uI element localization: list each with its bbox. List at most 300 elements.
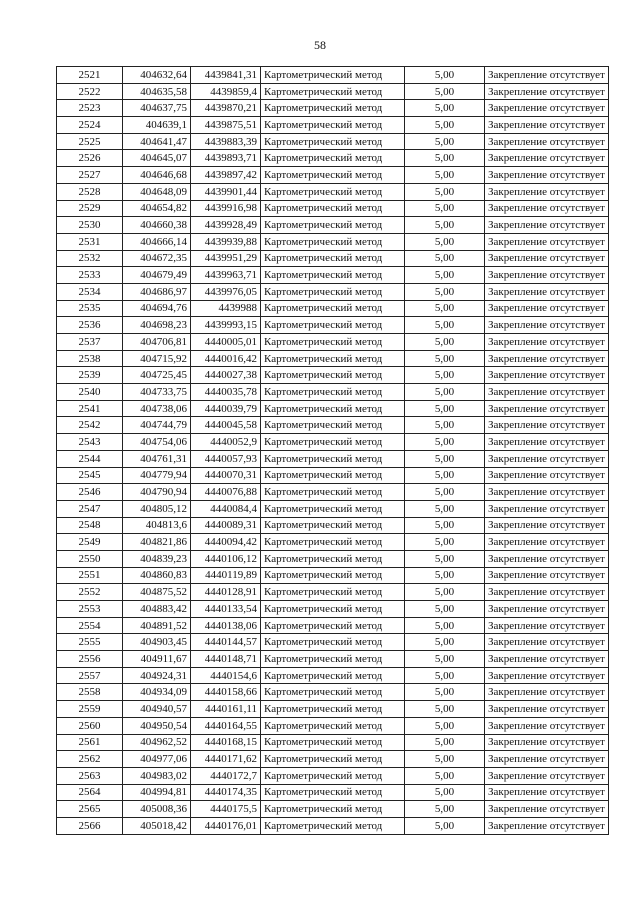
point-number-cell: 2527 bbox=[57, 167, 123, 184]
y-coordinate-cell: 4440119,89 bbox=[191, 567, 261, 584]
method-cell: Картометрический метод bbox=[261, 634, 405, 651]
table-row bbox=[57, 567, 609, 584]
method-cell: Картометрический метод bbox=[261, 317, 405, 334]
table-row bbox=[57, 233, 609, 250]
x-coordinate-cell: 404733,75 bbox=[123, 384, 191, 401]
x-coordinate-cell: 404924,31 bbox=[123, 667, 191, 684]
accuracy-cell: 5,00 bbox=[405, 167, 485, 184]
point-number-cell: 2551 bbox=[57, 567, 123, 584]
table-row bbox=[57, 734, 609, 751]
method-cell: Картометрический метод bbox=[261, 684, 405, 701]
point-number-cell: 2548 bbox=[57, 517, 123, 534]
method-cell: Картометрический метод bbox=[261, 567, 405, 584]
method-cell: Картометрический метод bbox=[261, 217, 405, 234]
point-number-cell: 2557 bbox=[57, 667, 123, 684]
fixation-cell: Закрепление отсутствует bbox=[485, 484, 609, 501]
table-row bbox=[57, 684, 609, 701]
point-number-cell: 2550 bbox=[57, 550, 123, 567]
accuracy-cell: 5,00 bbox=[405, 434, 485, 451]
x-coordinate-cell: 404672,35 bbox=[123, 250, 191, 267]
method-cell: Картометрический метод bbox=[261, 617, 405, 634]
table-row bbox=[57, 317, 609, 334]
accuracy-cell: 5,00 bbox=[405, 183, 485, 200]
fixation-cell: Закрепление отсутствует bbox=[485, 183, 609, 200]
accuracy-cell: 5,00 bbox=[405, 550, 485, 567]
accuracy-cell: 5,00 bbox=[405, 67, 485, 84]
y-coordinate-cell: 4440138,06 bbox=[191, 617, 261, 634]
fixation-cell: Закрепление отсутствует bbox=[485, 817, 609, 834]
accuracy-cell: 5,00 bbox=[405, 384, 485, 401]
point-number-cell: 2561 bbox=[57, 734, 123, 751]
accuracy-cell: 5,00 bbox=[405, 367, 485, 384]
fixation-cell: Закрепление отсутствует bbox=[485, 300, 609, 317]
y-coordinate-cell: 4440174,35 bbox=[191, 784, 261, 801]
accuracy-cell: 5,00 bbox=[405, 584, 485, 601]
method-cell: Картометрический метод bbox=[261, 450, 405, 467]
fixation-cell: Закрепление отсутствует bbox=[485, 417, 609, 434]
y-coordinate-cell: 4439916,98 bbox=[191, 200, 261, 217]
x-coordinate-cell: 404903,45 bbox=[123, 634, 191, 651]
fixation-cell: Закрепление отсутствует bbox=[485, 667, 609, 684]
method-cell: Картометрический метод bbox=[261, 100, 405, 117]
fixation-cell: Закрепление отсутствует bbox=[485, 801, 609, 818]
x-coordinate-cell: 404715,92 bbox=[123, 350, 191, 367]
point-number-cell: 2564 bbox=[57, 784, 123, 801]
table-row bbox=[57, 751, 609, 768]
table-row bbox=[57, 350, 609, 367]
method-cell: Картометрический метод bbox=[261, 350, 405, 367]
y-coordinate-cell: 4440133,54 bbox=[191, 601, 261, 618]
table-row bbox=[57, 367, 609, 384]
table-row bbox=[57, 183, 609, 200]
fixation-cell: Закрепление отсутствует bbox=[485, 150, 609, 167]
method-cell: Картометрический метод bbox=[261, 133, 405, 150]
accuracy-cell: 5,00 bbox=[405, 117, 485, 134]
point-number-cell: 2524 bbox=[57, 117, 123, 134]
table-row bbox=[57, 200, 609, 217]
table-row bbox=[57, 133, 609, 150]
fixation-cell: Закрепление отсутствует bbox=[485, 334, 609, 351]
accuracy-cell: 5,00 bbox=[405, 250, 485, 267]
y-coordinate-cell: 4440164,55 bbox=[191, 717, 261, 734]
method-cell: Картометрический метод bbox=[261, 550, 405, 567]
method-cell: Картометрический метод bbox=[261, 601, 405, 618]
accuracy-cell: 5,00 bbox=[405, 817, 485, 834]
method-cell: Картометрический метод bbox=[261, 651, 405, 668]
x-coordinate-cell: 404813,6 bbox=[123, 517, 191, 534]
y-coordinate-cell: 4439897,42 bbox=[191, 167, 261, 184]
method-cell: Картометрический метод bbox=[261, 484, 405, 501]
point-number-cell: 2560 bbox=[57, 717, 123, 734]
x-coordinate-cell: 405018,42 bbox=[123, 817, 191, 834]
y-coordinate-cell: 4439883,39 bbox=[191, 133, 261, 150]
fixation-cell: Закрепление отсутствует bbox=[485, 751, 609, 768]
point-number-cell: 2559 bbox=[57, 701, 123, 718]
fixation-cell: Закрепление отсутствует bbox=[485, 651, 609, 668]
table-row bbox=[57, 517, 609, 534]
y-coordinate-cell: 4440168,15 bbox=[191, 734, 261, 751]
y-coordinate-cell: 4440175,5 bbox=[191, 801, 261, 818]
page-number: 58 bbox=[314, 38, 326, 52]
table-row bbox=[57, 817, 609, 834]
accuracy-cell: 5,00 bbox=[405, 100, 485, 117]
point-number-cell: 2553 bbox=[57, 601, 123, 618]
point-number-cell: 2536 bbox=[57, 317, 123, 334]
point-number-cell: 2566 bbox=[57, 817, 123, 834]
table-row bbox=[57, 634, 609, 651]
table-row bbox=[57, 83, 609, 100]
accuracy-cell: 5,00 bbox=[405, 233, 485, 250]
y-coordinate-cell: 4440148,71 bbox=[191, 651, 261, 668]
point-number-cell: 2538 bbox=[57, 350, 123, 367]
fixation-cell: Закрепление отсутствует bbox=[485, 717, 609, 734]
accuracy-cell: 5,00 bbox=[405, 200, 485, 217]
table-row bbox=[57, 667, 609, 684]
method-cell: Картометрический метод bbox=[261, 150, 405, 167]
method-cell: Картометрический метод bbox=[261, 734, 405, 751]
x-coordinate-cell: 404821,86 bbox=[123, 534, 191, 551]
x-coordinate-cell: 404962,52 bbox=[123, 734, 191, 751]
y-coordinate-cell: 4439859,4 bbox=[191, 83, 261, 100]
x-coordinate-cell: 404977,06 bbox=[123, 751, 191, 768]
fixation-cell: Закрепление отсутствует bbox=[485, 500, 609, 517]
table-row bbox=[57, 100, 609, 117]
method-cell: Картометрический метод bbox=[261, 67, 405, 84]
point-number-cell: 2532 bbox=[57, 250, 123, 267]
coordinates-table bbox=[56, 66, 609, 835]
fixation-cell: Закрепление отсутствует bbox=[485, 200, 609, 217]
table-row bbox=[57, 550, 609, 567]
point-number-cell: 2556 bbox=[57, 651, 123, 668]
x-coordinate-cell: 404637,75 bbox=[123, 100, 191, 117]
fixation-cell: Закрепление отсутствует bbox=[485, 601, 609, 618]
table-row bbox=[57, 450, 609, 467]
table-row bbox=[57, 150, 609, 167]
accuracy-cell: 5,00 bbox=[405, 283, 485, 300]
table-row bbox=[57, 167, 609, 184]
x-coordinate-cell: 404666,14 bbox=[123, 233, 191, 250]
x-coordinate-cell: 404940,57 bbox=[123, 701, 191, 718]
point-number-cell: 2537 bbox=[57, 334, 123, 351]
accuracy-cell: 5,00 bbox=[405, 601, 485, 618]
accuracy-cell: 5,00 bbox=[405, 617, 485, 634]
method-cell: Картометрический метод bbox=[261, 267, 405, 284]
fixation-cell: Закрепление отсутствует bbox=[485, 217, 609, 234]
accuracy-cell: 5,00 bbox=[405, 334, 485, 351]
method-cell: Картометрический метод bbox=[261, 517, 405, 534]
fixation-cell: Закрепление отсутствует bbox=[485, 100, 609, 117]
accuracy-cell: 5,00 bbox=[405, 400, 485, 417]
y-coordinate-cell: 4440045,58 bbox=[191, 417, 261, 434]
fixation-cell: Закрепление отсутствует bbox=[485, 400, 609, 417]
fixation-cell: Закрепление отсутствует bbox=[485, 133, 609, 150]
method-cell: Картометрический метод bbox=[261, 701, 405, 718]
table-row bbox=[57, 651, 609, 668]
x-coordinate-cell: 404761,31 bbox=[123, 450, 191, 467]
table-row bbox=[57, 767, 609, 784]
accuracy-cell: 5,00 bbox=[405, 300, 485, 317]
point-number-cell: 2525 bbox=[57, 133, 123, 150]
accuracy-cell: 5,00 bbox=[405, 150, 485, 167]
point-number-cell: 2552 bbox=[57, 584, 123, 601]
x-coordinate-cell: 404860,83 bbox=[123, 567, 191, 584]
method-cell: Картометрический метод bbox=[261, 717, 405, 734]
point-number-cell: 2540 bbox=[57, 384, 123, 401]
x-coordinate-cell: 404725,45 bbox=[123, 367, 191, 384]
point-number-cell: 2521 bbox=[57, 67, 123, 84]
y-coordinate-cell: 4439870,21 bbox=[191, 100, 261, 117]
y-coordinate-cell: 4439963,71 bbox=[191, 267, 261, 284]
table-row bbox=[57, 701, 609, 718]
x-coordinate-cell: 404654,82 bbox=[123, 200, 191, 217]
table-row bbox=[57, 300, 609, 317]
fixation-cell: Закрепление отсутствует bbox=[485, 617, 609, 634]
point-number-cell: 2555 bbox=[57, 634, 123, 651]
table-row bbox=[57, 784, 609, 801]
x-coordinate-cell: 404839,23 bbox=[123, 550, 191, 567]
y-coordinate-cell: 4440172,7 bbox=[191, 767, 261, 784]
table-row bbox=[57, 67, 609, 84]
accuracy-cell: 5,00 bbox=[405, 717, 485, 734]
accuracy-cell: 5,00 bbox=[405, 267, 485, 284]
y-coordinate-cell: 4440005,01 bbox=[191, 334, 261, 351]
x-coordinate-cell: 404891,52 bbox=[123, 617, 191, 634]
table-row bbox=[57, 267, 609, 284]
point-number-cell: 2562 bbox=[57, 751, 123, 768]
x-coordinate-cell: 404706,81 bbox=[123, 334, 191, 351]
fixation-cell: Закрепление отсутствует bbox=[485, 450, 609, 467]
x-coordinate-cell: 404645,07 bbox=[123, 150, 191, 167]
y-coordinate-cell: 4439951,29 bbox=[191, 250, 261, 267]
table-row bbox=[57, 584, 609, 601]
method-cell: Картометрический метод bbox=[261, 534, 405, 551]
table-row bbox=[57, 467, 609, 484]
point-number-cell: 2541 bbox=[57, 400, 123, 417]
fixation-cell: Закрепление отсутствует bbox=[485, 701, 609, 718]
fixation-cell: Закрепление отсутствует bbox=[485, 434, 609, 451]
y-coordinate-cell: 4440176,01 bbox=[191, 817, 261, 834]
x-coordinate-cell: 404983,02 bbox=[123, 767, 191, 784]
point-number-cell: 2545 bbox=[57, 467, 123, 484]
fixation-cell: Закрепление отсутствует bbox=[485, 233, 609, 250]
y-coordinate-cell: 4440144,57 bbox=[191, 634, 261, 651]
accuracy-cell: 5,00 bbox=[405, 467, 485, 484]
table-row bbox=[57, 500, 609, 517]
table-row bbox=[57, 384, 609, 401]
fixation-cell: Закрепление отсутствует bbox=[485, 167, 609, 184]
accuracy-cell: 5,00 bbox=[405, 484, 485, 501]
y-coordinate-cell: 4439928,49 bbox=[191, 217, 261, 234]
y-coordinate-cell: 4440089,31 bbox=[191, 517, 261, 534]
y-coordinate-cell: 4439993,15 bbox=[191, 317, 261, 334]
y-coordinate-cell: 4439901,44 bbox=[191, 183, 261, 200]
accuracy-cell: 5,00 bbox=[405, 417, 485, 434]
x-coordinate-cell: 404790,94 bbox=[123, 484, 191, 501]
x-coordinate-cell: 404779,94 bbox=[123, 467, 191, 484]
y-coordinate-cell: 4440052,9 bbox=[191, 434, 261, 451]
method-cell: Картометрический метод bbox=[261, 817, 405, 834]
method-cell: Картометрический метод bbox=[261, 117, 405, 134]
accuracy-cell: 5,00 bbox=[405, 517, 485, 534]
point-number-cell: 2546 bbox=[57, 484, 123, 501]
fixation-cell: Закрепление отсутствует bbox=[485, 367, 609, 384]
x-coordinate-cell: 404646,68 bbox=[123, 167, 191, 184]
table-row bbox=[57, 484, 609, 501]
method-cell: Картометрический метод bbox=[261, 400, 405, 417]
table-row bbox=[57, 250, 609, 267]
accuracy-cell: 5,00 bbox=[405, 801, 485, 818]
y-coordinate-cell: 4439976,05 bbox=[191, 283, 261, 300]
accuracy-cell: 5,00 bbox=[405, 767, 485, 784]
y-coordinate-cell: 4440128,91 bbox=[191, 584, 261, 601]
x-coordinate-cell: 404744,79 bbox=[123, 417, 191, 434]
fixation-cell: Закрепление отсутствует bbox=[485, 567, 609, 584]
y-coordinate-cell: 4440171,62 bbox=[191, 751, 261, 768]
point-number-cell: 2528 bbox=[57, 183, 123, 200]
fixation-cell: Закрепление отсутствует bbox=[485, 283, 609, 300]
point-number-cell: 2539 bbox=[57, 367, 123, 384]
method-cell: Картометрический метод bbox=[261, 283, 405, 300]
y-coordinate-cell: 4439893,71 bbox=[191, 150, 261, 167]
point-number-cell: 2523 bbox=[57, 100, 123, 117]
y-coordinate-cell: 4439939,88 bbox=[191, 233, 261, 250]
fixation-cell: Закрепление отсутствует bbox=[485, 550, 609, 567]
table-row bbox=[57, 400, 609, 417]
accuracy-cell: 5,00 bbox=[405, 500, 485, 517]
accuracy-cell: 5,00 bbox=[405, 784, 485, 801]
point-number-cell: 2547 bbox=[57, 500, 123, 517]
x-coordinate-cell: 404641,47 bbox=[123, 133, 191, 150]
y-coordinate-cell: 4440035,78 bbox=[191, 384, 261, 401]
fixation-cell: Закрепление отсутствует bbox=[485, 517, 609, 534]
fixation-cell: Закрепление отсутствует bbox=[485, 767, 609, 784]
method-cell: Картометрический метод bbox=[261, 667, 405, 684]
y-coordinate-cell: 4440161,11 bbox=[191, 701, 261, 718]
accuracy-cell: 5,00 bbox=[405, 83, 485, 100]
method-cell: Картометрический метод bbox=[261, 200, 405, 217]
y-coordinate-cell: 4439841,31 bbox=[191, 67, 261, 84]
x-coordinate-cell: 404754,06 bbox=[123, 434, 191, 451]
fixation-cell: Закрепление отсутствует bbox=[485, 734, 609, 751]
point-number-cell: 2531 bbox=[57, 233, 123, 250]
point-number-cell: 2535 bbox=[57, 300, 123, 317]
point-number-cell: 2565 bbox=[57, 801, 123, 818]
y-coordinate-cell: 4439875,51 bbox=[191, 117, 261, 134]
x-coordinate-cell: 404639,1 bbox=[123, 117, 191, 134]
method-cell: Картометрический метод bbox=[261, 784, 405, 801]
x-coordinate-cell: 404679,49 bbox=[123, 267, 191, 284]
x-coordinate-cell: 404648,09 bbox=[123, 183, 191, 200]
x-coordinate-cell: 404686,97 bbox=[123, 283, 191, 300]
accuracy-cell: 5,00 bbox=[405, 534, 485, 551]
x-coordinate-cell: 404994,81 bbox=[123, 784, 191, 801]
method-cell: Картометрический метод bbox=[261, 334, 405, 351]
fixation-cell: Закрепление отсутствует bbox=[485, 784, 609, 801]
accuracy-cell: 5,00 bbox=[405, 651, 485, 668]
table-row bbox=[57, 417, 609, 434]
fixation-cell: Закрепление отсутствует bbox=[485, 350, 609, 367]
x-coordinate-cell: 404635,58 bbox=[123, 83, 191, 100]
y-coordinate-cell: 4440084,4 bbox=[191, 500, 261, 517]
fixation-cell: Закрепление отсутствует bbox=[485, 83, 609, 100]
y-coordinate-cell: 4440070,31 bbox=[191, 467, 261, 484]
table-row bbox=[57, 801, 609, 818]
method-cell: Картометрический метод bbox=[261, 300, 405, 317]
y-coordinate-cell: 4440027,38 bbox=[191, 367, 261, 384]
fixation-cell: Закрепление отсутствует bbox=[485, 634, 609, 651]
method-cell: Картометрический метод bbox=[261, 250, 405, 267]
table-row bbox=[57, 617, 609, 634]
y-coordinate-cell: 4440057,93 bbox=[191, 450, 261, 467]
y-coordinate-cell: 4440039,79 bbox=[191, 400, 261, 417]
accuracy-cell: 5,00 bbox=[405, 567, 485, 584]
coordinates-table-body bbox=[57, 67, 609, 835]
point-number-cell: 2530 bbox=[57, 217, 123, 234]
fixation-cell: Закрепление отсутствует bbox=[485, 384, 609, 401]
x-coordinate-cell: 404950,54 bbox=[123, 717, 191, 734]
y-coordinate-cell: 4439988 bbox=[191, 300, 261, 317]
method-cell: Картометрический метод bbox=[261, 183, 405, 200]
fixation-cell: Закрепление отсутствует bbox=[485, 584, 609, 601]
table-row bbox=[57, 601, 609, 618]
point-number-cell: 2529 bbox=[57, 200, 123, 217]
accuracy-cell: 5,00 bbox=[405, 350, 485, 367]
method-cell: Картометрический метод bbox=[261, 751, 405, 768]
accuracy-cell: 5,00 bbox=[405, 667, 485, 684]
y-coordinate-cell: 4440158,66 bbox=[191, 684, 261, 701]
point-number-cell: 2544 bbox=[57, 450, 123, 467]
table-row bbox=[57, 117, 609, 134]
fixation-cell: Закрепление отсутствует bbox=[485, 250, 609, 267]
x-coordinate-cell: 404698,23 bbox=[123, 317, 191, 334]
x-coordinate-cell: 404805,12 bbox=[123, 500, 191, 517]
fixation-cell: Закрепление отсутствует bbox=[485, 267, 609, 284]
y-coordinate-cell: 4440016,42 bbox=[191, 350, 261, 367]
accuracy-cell: 5,00 bbox=[405, 450, 485, 467]
fixation-cell: Закрепление отсутствует bbox=[485, 467, 609, 484]
x-coordinate-cell: 404660,38 bbox=[123, 217, 191, 234]
method-cell: Картометрический метод bbox=[261, 233, 405, 250]
point-number-cell: 2534 bbox=[57, 283, 123, 300]
x-coordinate-cell: 404883,42 bbox=[123, 601, 191, 618]
accuracy-cell: 5,00 bbox=[405, 133, 485, 150]
point-number-cell: 2533 bbox=[57, 267, 123, 284]
x-coordinate-cell: 404738,06 bbox=[123, 400, 191, 417]
method-cell: Картометрический метод bbox=[261, 767, 405, 784]
table-row bbox=[57, 717, 609, 734]
point-number-cell: 2542 bbox=[57, 417, 123, 434]
method-cell: Картометрический метод bbox=[261, 801, 405, 818]
method-cell: Картометрический метод bbox=[261, 167, 405, 184]
accuracy-cell: 5,00 bbox=[405, 701, 485, 718]
x-coordinate-cell: 404934,09 bbox=[123, 684, 191, 701]
point-number-cell: 2554 bbox=[57, 617, 123, 634]
point-number-cell: 2558 bbox=[57, 684, 123, 701]
method-cell: Картометрический метод bbox=[261, 434, 405, 451]
y-coordinate-cell: 4440154,6 bbox=[191, 667, 261, 684]
y-coordinate-cell: 4440106,12 bbox=[191, 550, 261, 567]
method-cell: Картометрический метод bbox=[261, 367, 405, 384]
y-coordinate-cell: 4440094,42 bbox=[191, 534, 261, 551]
method-cell: Картометрический метод bbox=[261, 500, 405, 517]
point-number-cell: 2522 bbox=[57, 83, 123, 100]
fixation-cell: Закрепление отсутствует bbox=[485, 684, 609, 701]
table-row bbox=[57, 217, 609, 234]
accuracy-cell: 5,00 bbox=[405, 751, 485, 768]
point-number-cell: 2563 bbox=[57, 767, 123, 784]
table-row bbox=[57, 283, 609, 300]
accuracy-cell: 5,00 bbox=[405, 634, 485, 651]
